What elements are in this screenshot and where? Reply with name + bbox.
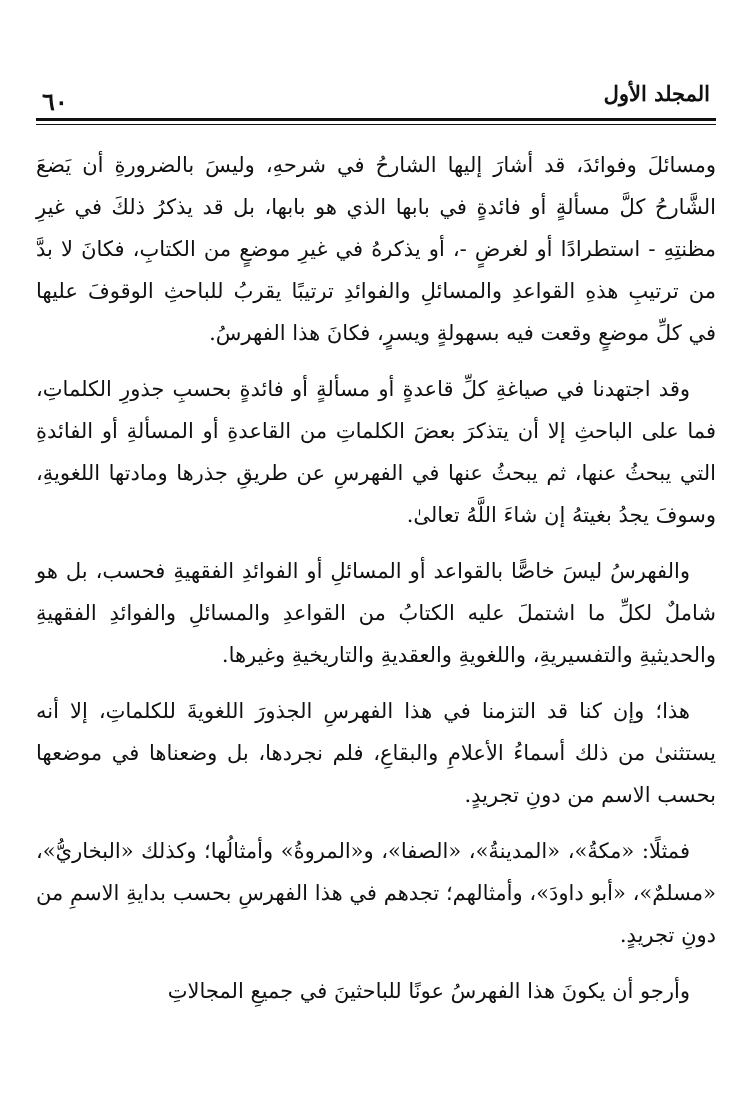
header-rule-thick bbox=[36, 118, 716, 121]
page-header bbox=[42, 80, 710, 116]
paragraph-5: فمثلًا: «مكةُ»، «المدينةُ»، «الصفا»، و«المروةُ» وأمثالُها؛ وكذلك «البخاريُّ»، «مسلمٌ»، «أبو داودَ»، وأمثالهم؛ تجدهم في هذا الفهرسِ بحسب بدايةِ الاسمِ من دونِ تجريدٍ. bbox=[36, 839, 716, 947]
paragraph-1: ومسائلَ وفوائدَ، قد أشارَ إليها الشارحُ في شرحهِ، وليسَ بالضرورةِ أن يَضعَ الشَّارحُ كلَّ مسألةٍ أو فائدةٍ في بابها الذي هو بابها، بل قد يذكرُ ذلكَ في غيرِ مظنتِهِ - استطرادًا أو لغرضٍ -، أو يذكرهُ في غيرِ موضعٍ من الكتابِ، فكانَ لا بدَّ من ترتيبِ هذهِ القواعدِ والمسائلِ والفوائدِ ترتيبًا يقربُ للباحثِ الوقوفَ عليها في كلِّ موضعٍ وقعت فيه بسهولةٍ ويسرٍ، فكانَ هذا الفهرسُ. bbox=[36, 153, 717, 345]
paragraph-3: والفهرسُ ليسَ خاصًّا بالقواعد أو المسائلِ أو الفوائدِ الفقهيةِ فحسب، بل هو شاملٌ لكلِّ ما اشتملَ عليه الكتابُ من القواعدِ والمسائلِ والفوائدِ الفقهيةِ والحديثيةِ والتفسيريةِ، واللغويةِ والعقديةِ والتاريخيةِ وغيرها. bbox=[36, 559, 716, 667]
paragraph-2: وقد اجتهدنا في صياغةِ كلِّ قاعدةٍ أو مسألةٍ أو فائدةٍ بحسبِ جذورِ الكلماتِ، فما على الباحثِ إلا أن يتذكرَ بعضَ الكلماتِ من القاعدةِ أو المسألةِ أو الفائدةِ التي يبحثُ عنها، ثم يبحثُ عنها في الفهرسِ عن طريقِ جذرها ومادتها اللغويةِ، وسوفَ يجدُ بغيتهُ إن شاءَ اللَّهُ تعالىٰ. bbox=[36, 377, 716, 527]
body-text bbox=[36, 144, 716, 1026]
paragraph-6: وأرجو أن يكونَ هذا الفهرسُ عونًا للباحثينَ في جميعِ المجالاتِ bbox=[167, 979, 690, 1003]
header-rule-thin bbox=[36, 124, 716, 125]
page-number: ٦٠ bbox=[42, 87, 68, 116]
paragraph-4: هذا؛ وإن كنا قد التزمنا في هذا الفهرسِ الجذورَ اللغويةَ للكلماتِ، إلا أنه يستثنىٰ من ذلك أسماءُ الأعلامِ والبقاعِ، فلم نجردها، بل وضعناها في موضعها بحسب الاسم من دونِ تجريدٍ. bbox=[36, 699, 716, 807]
running-title: المجلد الأول bbox=[603, 81, 710, 106]
